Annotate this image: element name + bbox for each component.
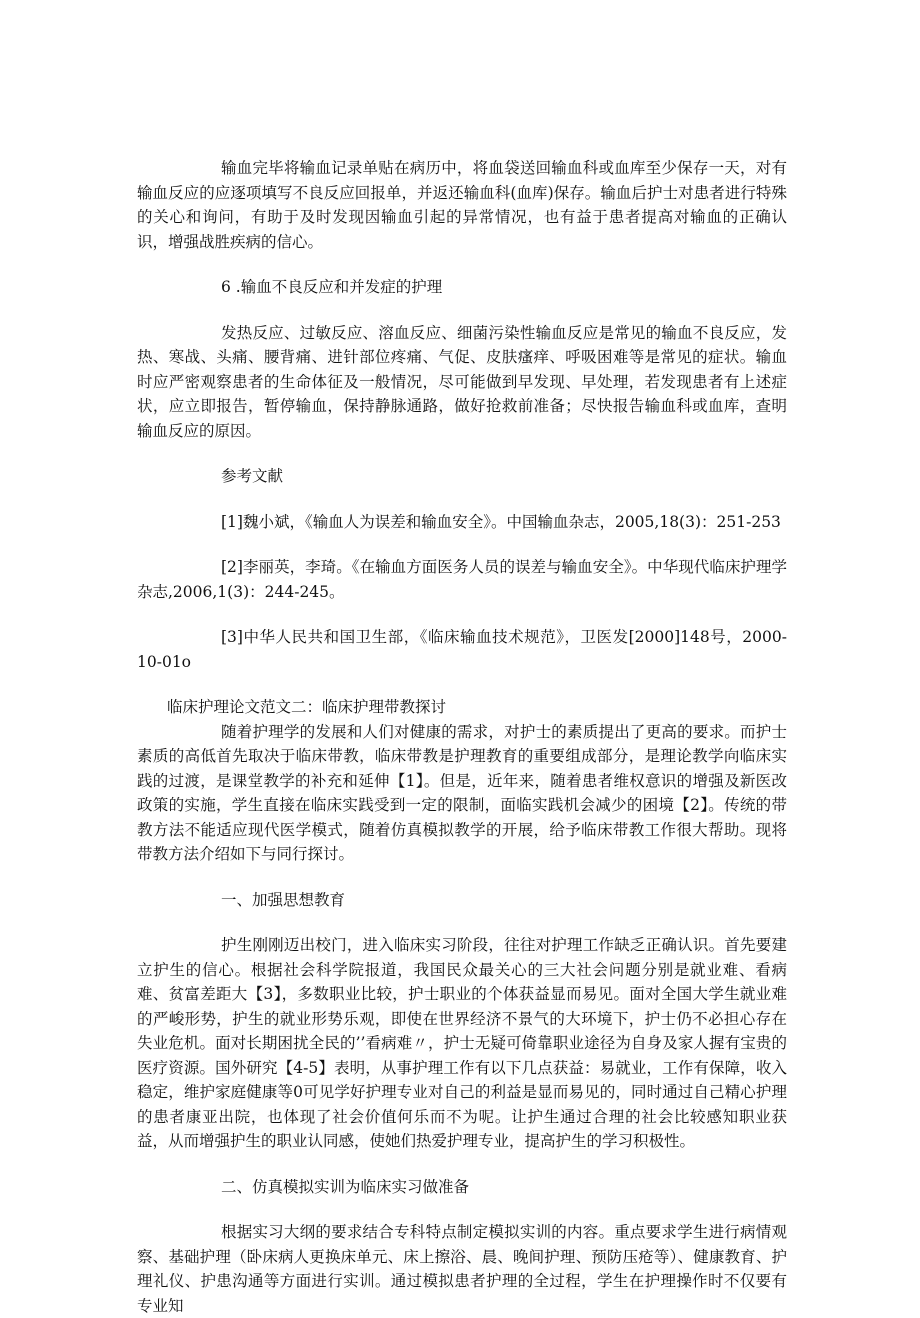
paragraph-simulation-training: 根据实习大纲的要求结合专科特点制定模拟实训的内容。重点要求学生进行病情观察、基础护理（卧床病人更换床单元、床上擦浴、晨、晚间护理、预防压疮等）、健康教育、护理礼仪、护患沟通等方面进行实训。通过模拟患者护理的全过程，学生在护理操作时不仅要有专业知 xyxy=(137,1223,787,1315)
reference-2: [2]李丽英，李琦。《在输血方面医务人员的误差与输血安全》。中华现代临床护理学杂志,2006,1(3)：244-245。 xyxy=(137,558,787,601)
reference-1: [1]魏小斌，《输血人为误差和输血安全》。中国输血杂志，2005,18(3)：251-253 xyxy=(221,512,781,531)
paragraph-ideological-education: 护生刚刚迈出校门，进入临床实习阶段，往往对护理工作缺乏正确认识。首先要建立护生的信心。根据社会科学院报道，我国民众最关心的三大社会问题分别是就业难、看病难、贫富差距大【3】，多数职业比较，护士职业的个体获益显而易见。面对全国大学生就业难的严峻形势，护生的就业形势乐观，即使在世界经济不景气的大环境下，护士仍不必担心存在失业危机。面对长期困扰全民的’’看病难〃，护士无疑可倚靠职业途径为自身及家人握有宝贵的医疗资源。国外研究【4-5】表明，从事护理工作有以下几点获益：易就业，工作有保障，收入稳定，维护家庭健康等0可见学好护理专业对自己的利益是显而易见的，同时通过自己精心护理的患者康亚出院，也体现了社会价值何乐而不为呢。让护生通过合理的社会比较感知职业获益，从而增强护生的职业认同感，使她们热爱护理专业，提高护生的学习积极性。 xyxy=(137,936,787,1150)
paragraph-clinical-teaching-intro: 随着护理学的发展和人们对健康的需求，对护士的素质提出了更高的要求。而护士素质的高低首先取决于临床带教，临床带教是护理教育的重要组成部分，是理论教学向临床实践的过渡，是课堂教学的补充和延伸【1】。但是，近年来，随着患者维权意识的增强及新医改政策的实施，学生直接在临床实践受到一定的限制，面临实践机会减少的困境【2】。传统的带教方法不能适应现代医学模式，随着仿真模拟教学的开展，给予临床带教工作很大帮助。现将带教方法介绍如下与同行探讨。 xyxy=(137,722,787,863)
reference-3: [3]中华人民共和国卫生部，《临床输血技术规范》，卫医发[2000]148号，2000-10-01o xyxy=(137,628,787,671)
paragraph-adverse-reactions: 发热反应、过敏反应、溶血反应、细菌污染性输血反应是常见的输血不良反应，发热、寒战、头痛、腰背痛、进针部位疼痛、气促、皮肤瘙痒、呼吸困难等是常见的症状。输血时应严密观察患者的生命体征及一般情况，尽可能做到早发现、早处理，若发现患者有上述症状，应立即报告，暂停输血，保持静脉通路，做好抢救前准备；尽快报告输血科或血库，查明输血反应的原因。 xyxy=(137,323,787,440)
section-heading-1: 一、加强思想教育 xyxy=(221,890,346,909)
section-heading-2: 二、仿真模拟实训为临床实习做准备 xyxy=(221,1177,470,1196)
references-title: 参考文献 xyxy=(221,467,284,485)
article-2-title: 临床护理论文范文二：临床护理带教探讨 xyxy=(167,698,447,716)
document-page xyxy=(137,156,787,1318)
paragraph-post-transfusion-record: 输血完毕将输血记录单贴在病历中，将血袋送回输血科或血库至少保存一天，对有输血反应的应逐项填写不良反应回报单，并返还输血科(血库)保存。输血后护士对患者进行特殊的关心和询问，有助于及时发现因输血引起的异常情况，也有益于患者提高对输血的正确认识，增强战胜疾病的信心。 xyxy=(137,159,787,251)
section-heading-6: 6 .输血不良反应和并发症的护理 xyxy=(221,278,443,296)
